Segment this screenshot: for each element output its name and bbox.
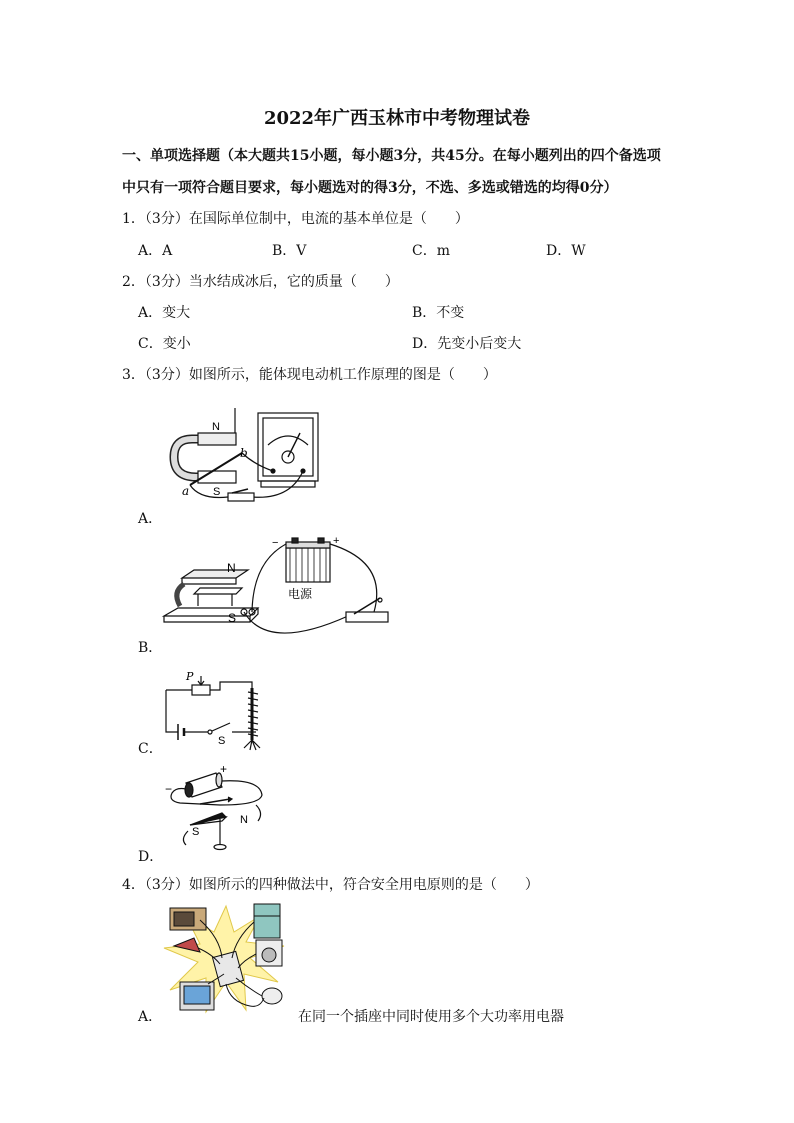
q2-option-a[interactable]: A．变大: [138, 305, 191, 321]
q2-option-c[interactable]: C．变小: [138, 336, 191, 352]
fig-a-label-a: a: [182, 484, 190, 498]
fig-d-label-minus: −: [165, 782, 173, 796]
fig-b-label-n: N: [227, 561, 236, 575]
fig-b-label-minus: −: [272, 537, 279, 549]
q3-option-a[interactable]: A．: [138, 511, 163, 527]
question-4-stem: 4．（3分）如图所示的四种做法中，符合安全用电原则的是（ ）: [122, 877, 539, 893]
q3-figure-c: [160, 668, 280, 752]
fig-b-label-plus: +: [333, 535, 340, 547]
fig-d-label-s: S: [192, 826, 200, 838]
q3-option-c[interactable]: C．: [138, 741, 163, 757]
fig-b-label-source: 电源: [288, 587, 313, 601]
page-title: 2022年广西玉林市中考物理试卷: [263, 108, 531, 129]
q3-option-d[interactable]: D．: [138, 849, 164, 865]
q4-option-a[interactable]: A．: [138, 1009, 163, 1025]
fig-c-label-p: P: [186, 670, 194, 683]
q4-figure-a: [160, 898, 292, 1020]
fig-d-label-plus: +: [220, 765, 228, 776]
fig-a-label-s: S: [213, 486, 221, 498]
section-heading-line2: 中只有一项符合题目要求，每小题选对的得3分，不选、多选或错选的均得0分）: [122, 180, 618, 196]
question-2-stem: 2．（3分）当水结成冰后，它的质量（ ）: [122, 274, 399, 290]
q4-option-a-caption: 在同一个插座中同时使用多个大功率用电器: [298, 1009, 564, 1025]
q1-option-a[interactable]: A．A: [138, 243, 173, 259]
q2-option-b[interactable]: B．不变: [412, 305, 465, 321]
q3-figure-a: [160, 405, 330, 510]
question-3-stem: 3．（3分）如图所示，能体现电动机工作原理的图是（ ）: [122, 367, 497, 383]
fig-b-label-s: S: [228, 611, 237, 625]
q1-option-c[interactable]: C．m: [412, 243, 450, 259]
q3-option-b[interactable]: B．: [138, 640, 163, 656]
fig-a-label-n: N: [212, 421, 220, 433]
q1-option-d[interactable]: D．W: [546, 243, 586, 259]
fig-c-label-s: S: [218, 735, 226, 747]
q1-option-b[interactable]: B．V: [272, 243, 307, 259]
question-1-stem: 1．（3分）在国际单位制中，电流的基本单位是（ ）: [122, 211, 469, 227]
fig-a-label-b: b: [240, 446, 248, 460]
q3-figure-d: [160, 765, 280, 855]
q2-option-d[interactable]: D．先变小后变大: [412, 336, 522, 352]
section-heading-line1: 一、单项选择题（本大题共15小题，每小题3分，共45分。在每小题列出的四个备选项: [122, 148, 661, 164]
fig-d-label-n: N: [240, 814, 248, 826]
q3-figure-b: [158, 532, 408, 650]
